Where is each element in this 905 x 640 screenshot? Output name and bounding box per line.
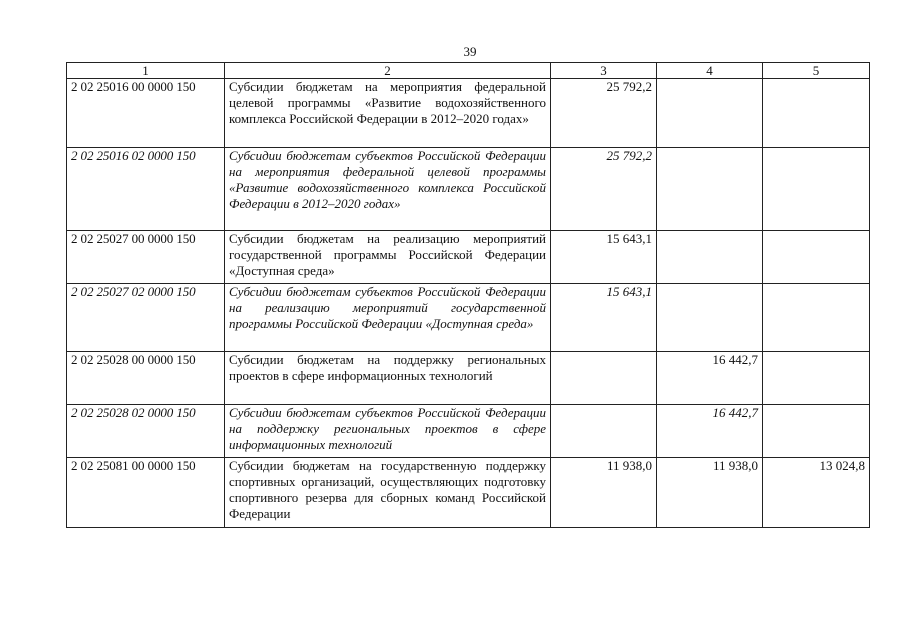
amount-col3: 15 643,1	[551, 231, 657, 284]
table-row	[67, 352, 870, 405]
amount-col4	[657, 79, 763, 148]
amount-col4	[657, 148, 763, 231]
amount-col5	[763, 284, 870, 352]
amount-col3: 11 938,0	[551, 458, 657, 528]
amount-col4	[657, 284, 763, 352]
table-row	[67, 79, 870, 148]
budget-description: Субсидии бюджетам на реализацию мероприятий государственной программы Российской Федерации «Доступная среда»	[225, 231, 551, 284]
amount-col5	[763, 231, 870, 284]
budget-description: Субсидии бюджетам субъектов Российской Федерации на реализацию мероприятий государственной программы Российской Федерации «Доступная среда»	[225, 284, 551, 352]
amount-col3	[551, 405, 657, 458]
page-number: 39	[463, 44, 477, 59]
amount-col3: 25 792,2	[551, 79, 657, 148]
budget-description: Субсидии бюджетам на государственную поддержку спортивных организаций, осуществляющих подготовку спортивного резерва для сборных команд Российской Федерации	[225, 458, 551, 528]
amount-col4: 16 442,7	[657, 405, 763, 458]
column-header-2: 2	[225, 63, 551, 79]
budget-code: 2 02 25016 02 0000 150	[67, 148, 225, 231]
column-header-3: 3	[551, 63, 657, 79]
column-header-4: 4	[657, 63, 763, 79]
amount-col5	[763, 79, 870, 148]
budget-code: 2 02 25027 00 0000 150	[67, 231, 225, 284]
budget-description: Субсидии бюджетам субъектов Российской Федерации на поддержку региональных проектов в сфере информационных технологий	[225, 405, 551, 458]
amount-col4: 16 442,7	[657, 352, 763, 405]
budget-code: 2 02 25028 02 0000 150	[67, 405, 225, 458]
budget-description: Субсидии бюджетам субъектов Российской Федерации на мероприятия федеральной целевой программы «Развитие водохозяйственного комплекса Российской Федерации в 2012–2020 годах»	[225, 148, 551, 231]
table-row	[67, 148, 870, 231]
budget-table	[66, 62, 870, 528]
table-row	[67, 458, 870, 528]
amount-col3: 15 643,1	[551, 284, 657, 352]
table-row	[67, 284, 870, 352]
amount-col3	[551, 352, 657, 405]
amount-col5: 13 024,8	[763, 458, 870, 528]
table-row	[67, 405, 870, 458]
budget-code: 2 02 25028 00 0000 150	[67, 352, 225, 405]
table-header-row	[67, 63, 870, 79]
budget-code: 2 02 25027 02 0000 150	[67, 284, 225, 352]
amount-col5	[763, 148, 870, 231]
table-row	[67, 231, 870, 284]
budget-description: Субсидии бюджетам на мероприятия федеральной целевой программы «Развитие водохозяйственного комплекса Российской Федерации в 2012–2020 годах»	[225, 79, 551, 148]
budget-code: 2 02 25016 00 0000 150	[67, 79, 225, 148]
amount-col5	[763, 352, 870, 405]
column-header-5: 5	[763, 63, 870, 79]
amount-col4	[657, 231, 763, 284]
amount-col3: 25 792,2	[551, 148, 657, 231]
column-header-1: 1	[67, 63, 225, 79]
budget-code: 2 02 25081 00 0000 150	[67, 458, 225, 528]
amount-col4: 11 938,0	[657, 458, 763, 528]
budget-description: Субсидии бюджетам на поддержку региональных проектов в сфере информационных технологий	[225, 352, 551, 405]
amount-col5	[763, 405, 870, 458]
